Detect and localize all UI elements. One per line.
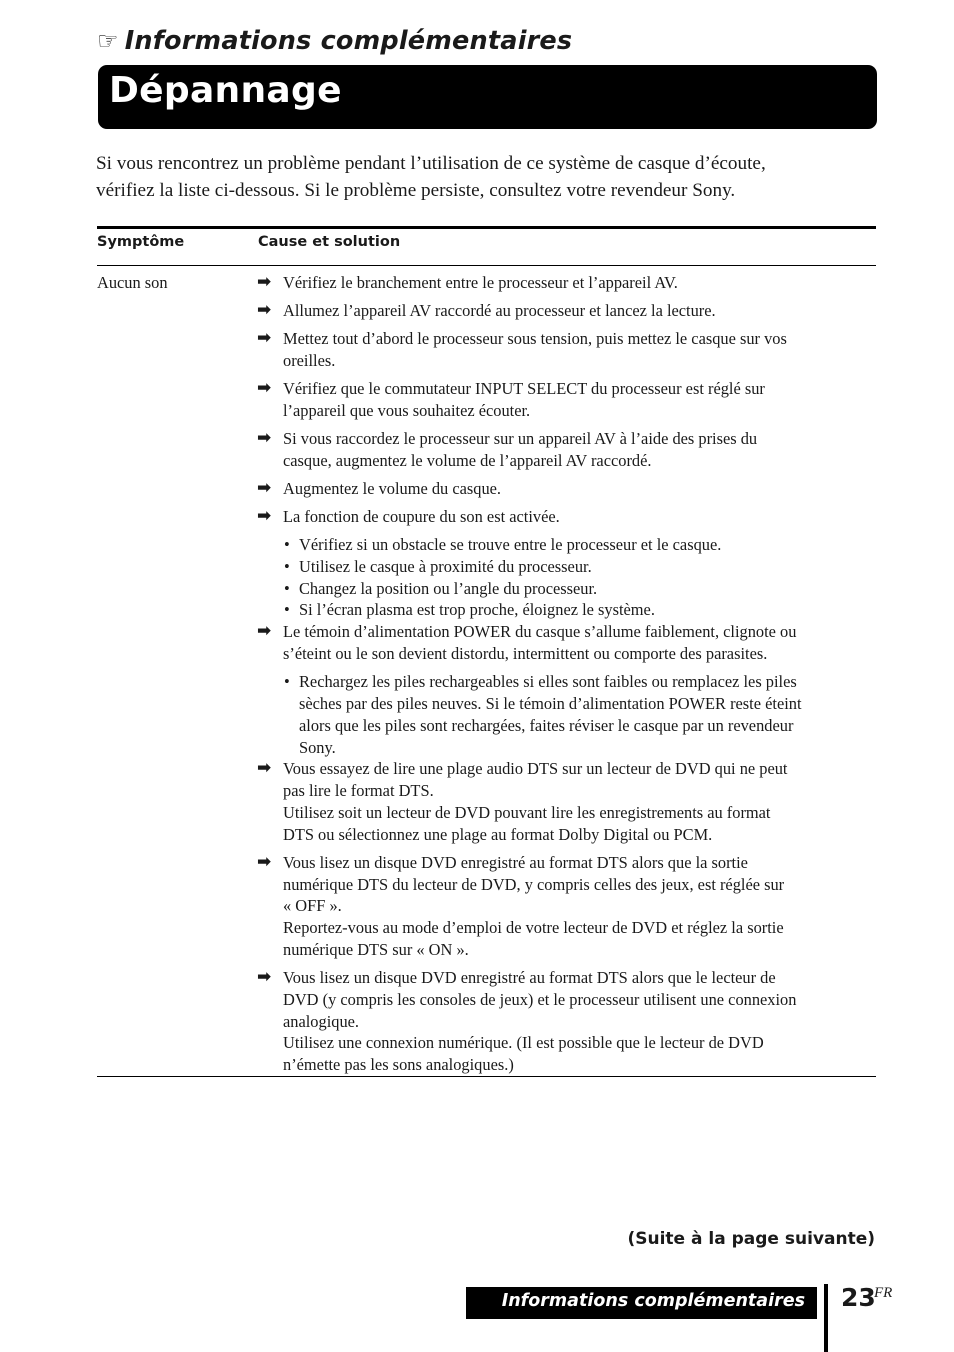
page-number: 23	[841, 1283, 876, 1312]
table-top-rule	[97, 226, 876, 229]
cause-line: numérique DTS sur « ON ».	[283, 939, 469, 959]
cause-line: pas lire le format DTS.	[283, 781, 434, 801]
bullet-line: alors que les piles sont rechargées, faites réviser le casque par un revendeur	[299, 715, 794, 735]
cause-item	[257, 272, 877, 294]
arrow-right-icon: ➡	[257, 621, 272, 642]
arrow-right-icon: ➡	[257, 378, 272, 399]
section-heading-text: Informations complémentaires	[124, 26, 573, 56]
intro-paragraph	[96, 150, 886, 204]
bullet-item	[283, 671, 877, 758]
cause-item	[257, 852, 877, 961]
cause-line: Utilisez une connexion numérique. (Il est possible que le lecteur de DVD	[283, 1033, 764, 1053]
cause-line: Allumez l’appareil AV raccordé au processeur et lancez la lecture.	[283, 301, 716, 321]
arrow-right-icon: ➡	[257, 328, 272, 349]
cause-line: Vous essayez de lire une plage audio DTS sur un lecteur de DVD qui ne peut	[283, 759, 788, 779]
cause-line: Reportez-vous au mode d’emploi de votre lecteur de DVD et réglez la sortie	[283, 918, 784, 938]
cause-item	[257, 300, 877, 322]
bullet-list	[257, 671, 877, 758]
bullet-dot-icon: •	[284, 556, 290, 576]
cause-line: casque, augmentez le volume de l’appareil AV raccordé.	[283, 450, 652, 470]
bullet-line: Vérifiez si un obstacle se trouve entre le processeur et le casque.	[299, 535, 722, 555]
cause-line: Le témoin d’alimentation POWER du casque s’allume faiblement, clignote ou	[283, 622, 797, 642]
column-header-symptom: Symptôme	[97, 234, 185, 250]
cause-line: DVD (y compris les consoles de jeux) et le processeur utilisent une connexion	[283, 989, 797, 1009]
pointing-hand-icon: ☞	[97, 27, 119, 55]
intro-line: Si vous rencontrez un problème pendant l’utilisation de ce système de casque d’écoute,	[96, 153, 766, 174]
cause-item	[257, 328, 877, 372]
cause-item	[257, 478, 877, 500]
bullet-line: Sony.	[299, 737, 336, 757]
arrow-right-icon: ➡	[257, 758, 272, 779]
cause-line: DTS ou sélectionnez une plage au format Dolby Digital ou PCM.	[283, 824, 713, 844]
bullet-line: Changez la position ou l’angle du processeur.	[299, 578, 598, 598]
cause-line: Utilisez soit un lecteur de DVD pouvant lire les enregistrements au format	[283, 802, 771, 822]
cause-line: Vous lisez un disque DVD enregistré au format DTS alors que la sortie	[283, 852, 748, 872]
cause-line: oreilles.	[283, 350, 336, 370]
cause-line: s’éteint ou le son devient distordu, intermittent ou comporte des parasites.	[283, 644, 768, 664]
bullet-dot-icon: •	[284, 672, 290, 692]
bullet-line: Utilisez le casque à proximité du processeur.	[299, 556, 592, 576]
arrow-right-icon: ➡	[257, 505, 272, 526]
cause-item	[257, 506, 877, 528]
footer-section-label: Informations complémentaires	[501, 1291, 805, 1311]
cause-line: La fonction de coupure du son est activée.	[283, 506, 560, 526]
cause-item	[257, 621, 877, 665]
cause-item	[257, 378, 877, 422]
footer-divider	[824, 1284, 828, 1352]
bullet-line: sèches par des piles neuves. Si le témoin d’alimentation POWER reste éteint	[299, 693, 802, 713]
cause-item	[257, 428, 877, 472]
bullet-item	[283, 578, 877, 600]
table-header-rule	[97, 265, 876, 266]
cause-line: Augmentez le volume du casque.	[283, 478, 502, 498]
arrow-right-icon: ➡	[257, 851, 272, 872]
cause-line: Vérifiez que le commutateur INPUT SELECT du processeur est réglé sur	[283, 379, 765, 399]
cause-line: analogique.	[283, 1011, 360, 1031]
cause-item	[257, 758, 877, 845]
arrow-right-icon: ➡	[257, 477, 272, 498]
cause-line: n’émette pas les sons analogiques.)	[283, 1055, 514, 1075]
bullet-dot-icon: •	[284, 535, 290, 555]
table-bottom-rule	[97, 1076, 876, 1077]
column-header-cause: Cause et solution	[258, 234, 401, 250]
arrow-right-icon: ➡	[257, 272, 272, 292]
page-number-suffix: FR	[874, 1285, 893, 1301]
bullet-dot-icon: •	[284, 578, 290, 598]
bullet-item	[283, 534, 877, 556]
page-title: Dépannage	[109, 70, 342, 111]
cause-line: numérique DTS du lecteur de DVD, y compris celles des jeux, est réglée sur	[283, 874, 785, 894]
cause-line: Mettez tout d’abord le processeur sous tension, puis mettez le casque sur vos	[283, 329, 787, 349]
cause-line: Si vous raccordez le processeur sur un appareil AV à l’aide des prises du	[283, 428, 758, 448]
bullet-dot-icon: •	[284, 600, 290, 620]
cause-line: l’appareil que vous souhaitez écouter.	[283, 400, 531, 420]
arrow-right-icon: ➡	[257, 427, 272, 448]
cause-solution-list	[257, 272, 877, 1082]
bullet-line: Rechargez les piles rechargeables si elles sont faibles ou remplacez les piles	[299, 672, 797, 692]
cause-line: Vérifiez le branchement entre le processeur et l’appareil AV.	[283, 273, 678, 292]
bullet-item	[283, 556, 877, 578]
bullet-line: Si l’écran plasma est trop proche, éloignez le système.	[299, 600, 655, 620]
footer-section-bar	[466, 1287, 817, 1319]
bullet-list	[257, 534, 877, 621]
continued-note: (Suite à la page suivante)	[627, 1229, 875, 1249]
cause-item	[257, 967, 877, 1076]
cause-line: Vous lisez un disque DVD enregistré au format DTS alors que le lecteur de	[283, 968, 776, 988]
symptom-cell: Aucun son	[97, 273, 168, 292]
intro-line: vérifiez la liste ci-dessous. Si le problème persiste, consultez votre revendeur Sony.	[96, 180, 736, 201]
section-heading	[97, 26, 572, 56]
bullet-item	[283, 599, 877, 621]
cause-line: « OFF ».	[283, 896, 342, 916]
arrow-right-icon: ➡	[257, 300, 272, 321]
page-title-bar	[98, 65, 877, 129]
arrow-right-icon: ➡	[257, 967, 272, 988]
